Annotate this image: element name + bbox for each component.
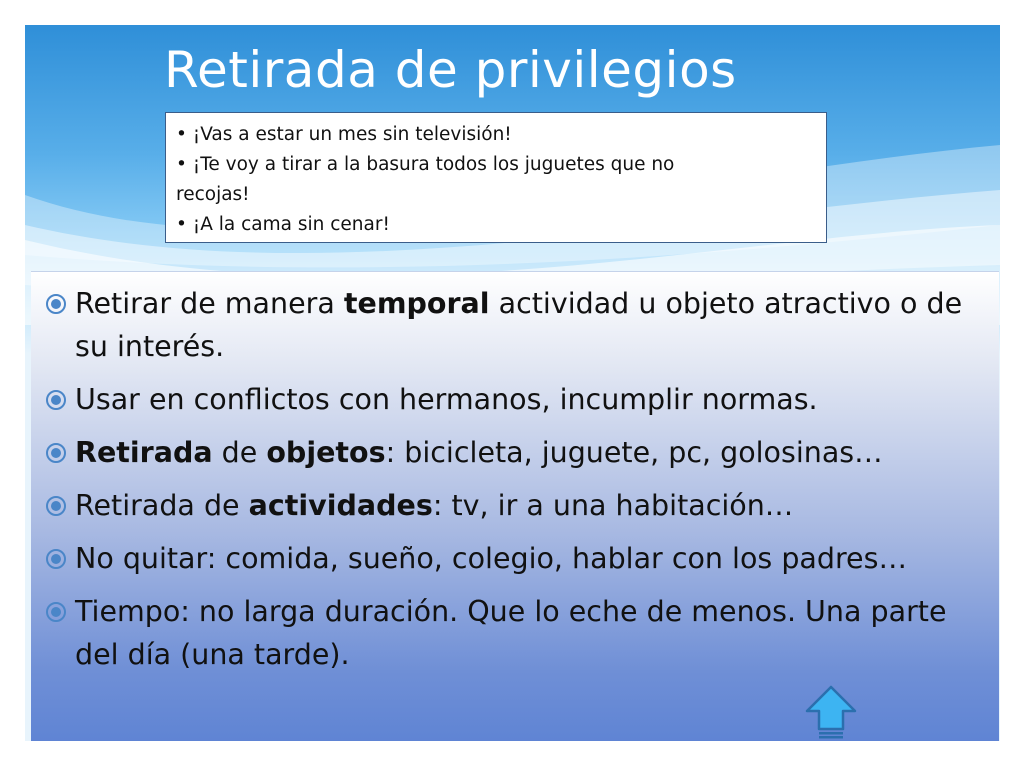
bullet-bold-text: temporal <box>343 287 490 320</box>
bullet-bold-text: objetos <box>266 436 386 469</box>
bullet-text: Retirada de <box>75 489 249 522</box>
bullet-marker-icon <box>45 293 67 315</box>
slide-title: Retirada de privilegios <box>164 41 737 99</box>
bullet-text: : tv, ir a una habitación… <box>432 489 794 522</box>
bullet-bold-text: Retirada <box>75 436 213 469</box>
bullet-item <box>45 431 985 474</box>
bullet-marker-icon <box>45 389 67 411</box>
bullet-item <box>45 282 985 368</box>
bullet-item <box>45 537 985 580</box>
callout-line: recojas! <box>176 184 250 205</box>
callout-line: • ¡A la cama sin cenar! <box>176 214 390 235</box>
bullet-item <box>45 484 985 527</box>
callout-box <box>165 112 827 243</box>
callout-line: • ¡Vas a estar un mes sin televisión! <box>176 124 512 145</box>
bullet-marker-icon <box>45 601 67 623</box>
bullet-text: de <box>212 436 267 469</box>
bullet-item <box>45 590 985 676</box>
bullet-bold-text: actividades <box>248 489 433 522</box>
bullet-item <box>45 378 985 421</box>
bullet-text: No quitar: comida, sueño, colegio, hablar con los padres… <box>75 542 907 575</box>
bullet-text: actividad u objeto atractivo o de su interés. <box>75 287 963 363</box>
slide <box>25 25 1000 741</box>
bullet-marker-icon <box>45 548 67 570</box>
callout-line: • ¡Te voy a tirar a la basura todos los juguetes que no <box>176 154 675 175</box>
bullet-text: Tiempo: no larga duración. Que lo eche de menos. Una parte del día (una tarde). <box>75 595 947 671</box>
bullet-text: Usar en conflictos con hermanos, incumplir normas. <box>75 383 818 416</box>
bullet-text: : bicicleta, juguete, pc, golosinas… <box>385 436 883 469</box>
content-panel <box>31 271 999 741</box>
bullet-list <box>45 282 985 686</box>
bullet-text: Retirar de manera <box>75 287 344 320</box>
bullet-marker-icon <box>45 442 67 464</box>
up-arrow-icon[interactable] <box>805 685 857 739</box>
bullet-marker-icon <box>45 495 67 517</box>
